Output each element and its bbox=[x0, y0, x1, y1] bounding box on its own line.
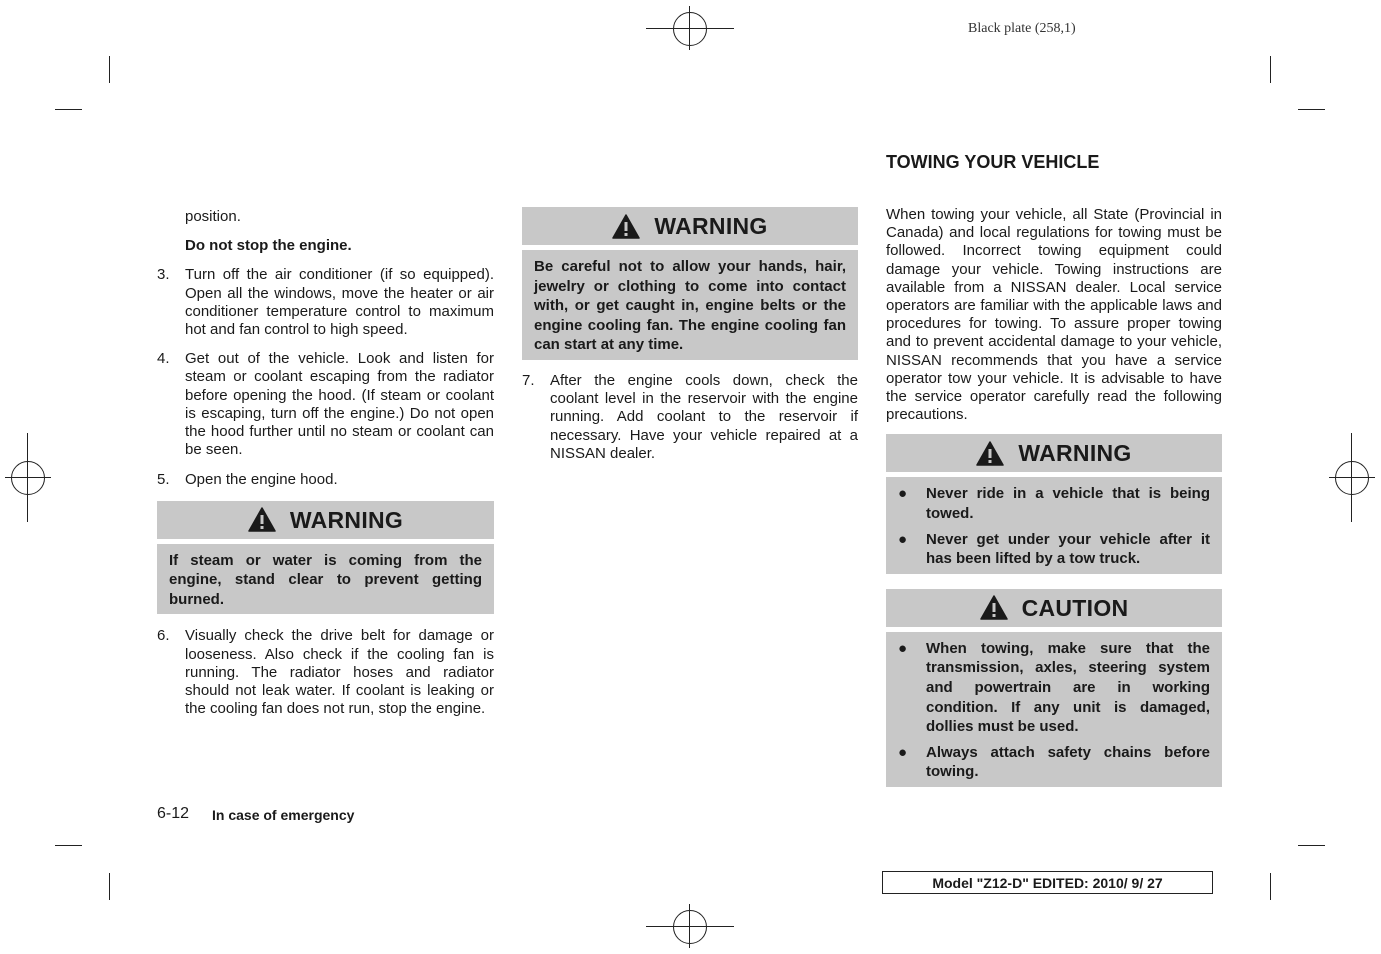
warning-box bbox=[157, 501, 494, 615]
list-item: 6. Visually check the drive belt for damage or looseness. Also check if the cooling fan is running. The radiator hoses and radiator should not leak water. If coolant is leaking or the cooling fan does not run, stop the engine. bbox=[157, 627, 494, 718]
caution-header bbox=[886, 589, 1222, 627]
warning-list bbox=[886, 477, 1222, 573]
warning-title: WARNING bbox=[289, 506, 404, 533]
warning-text: If steam or water is coming from the engine, stand clear to prevent getting burned. bbox=[157, 544, 494, 615]
warning-box bbox=[522, 207, 858, 360]
model-edit-box: Model "Z12-D" EDITED: 2010/ 9/ 27 bbox=[882, 871, 1213, 894]
middle-column bbox=[522, 207, 858, 463]
caution-box bbox=[886, 589, 1222, 787]
warning-triangle-icon bbox=[980, 595, 1008, 620]
page-number: 6-12 bbox=[157, 805, 190, 822]
caution-list bbox=[886, 632, 1222, 787]
list-item: 7. After the engine cools down, check the coolant level in the reservoir with the engine running. Add coolant to the reservoir if necessary. Have your vehicle repaired at a NISSAN dealer. bbox=[522, 371, 858, 462]
right-column bbox=[886, 206, 1222, 787]
plate-label: Black plate (258,1) bbox=[968, 21, 1076, 36]
warning-box bbox=[886, 434, 1222, 573]
list-item: ● When towing, make sure that the transmission, axles, steering system and powertrain are in working condition. If any unit is damaged, dollies must be used. bbox=[898, 639, 1210, 736]
section-title: In case of emergency bbox=[212, 807, 355, 823]
towing-paragraph: When towing your vehicle, all State (Provincial in Canada) and local regulations for towing must be followed. Incorrect towing equipment could damage your vehicle. Towing instructions are available from a NISSAN dealer. Local service operators are familiar with the applicable laws and procedures for towing. To assure proper towing and to prevent accidental damage to your vehicle, NISSAN recommends that you have a service operator tow your vehicle. It is advisable to have the service operator carefully read the following precautions. bbox=[886, 206, 1222, 424]
list-item: 3. Turn off the air conditioner (if so equipped). Open all the windows, move the heater or air conditioner temperature control to maximum hot and fan control to high speed. bbox=[157, 266, 494, 339]
list-item: ● Never get under your vehicle after it has been lifted by a tow truck. bbox=[898, 530, 1210, 568]
warning-title: WARNING bbox=[654, 212, 768, 239]
intro-text: position. bbox=[185, 208, 241, 225]
warning-header bbox=[522, 207, 858, 245]
warning-triangle-icon bbox=[248, 507, 276, 532]
list-item: 4. Get out of the vehicle. Look and listen for steam or coolant escaping from the radiator before opening the hood. (If steam or coolant is escaping, turn off the engine.) Do not open the hood further until no steam or coolant can be seen. bbox=[157, 350, 494, 459]
warning-triangle-icon bbox=[976, 441, 1004, 466]
warning-text: Be careful not to allow your hands, hair, jewelry or clothing to come into contact with, or get caught in, engine belts or the engine cooling fan. The engine cooling fan can start at any time. bbox=[522, 250, 858, 360]
warning-triangle-icon bbox=[612, 214, 640, 239]
intro-bold: Do not stop the engine. bbox=[185, 237, 352, 255]
caution-title: CAUTION bbox=[1021, 594, 1129, 621]
section-heading: TOWING YOUR VEHICLE bbox=[886, 152, 1100, 172]
warning-header bbox=[886, 434, 1222, 472]
list-item: ● Never ride in a vehicle that is being towed. bbox=[898, 485, 1210, 523]
list-item: 5. Open the engine hood. bbox=[157, 471, 338, 489]
list-item: ● Always attach safety chains before towing. bbox=[898, 743, 1210, 781]
warning-title: WARNING bbox=[1018, 440, 1132, 467]
warning-header bbox=[157, 501, 494, 539]
left-column bbox=[157, 208, 494, 718]
